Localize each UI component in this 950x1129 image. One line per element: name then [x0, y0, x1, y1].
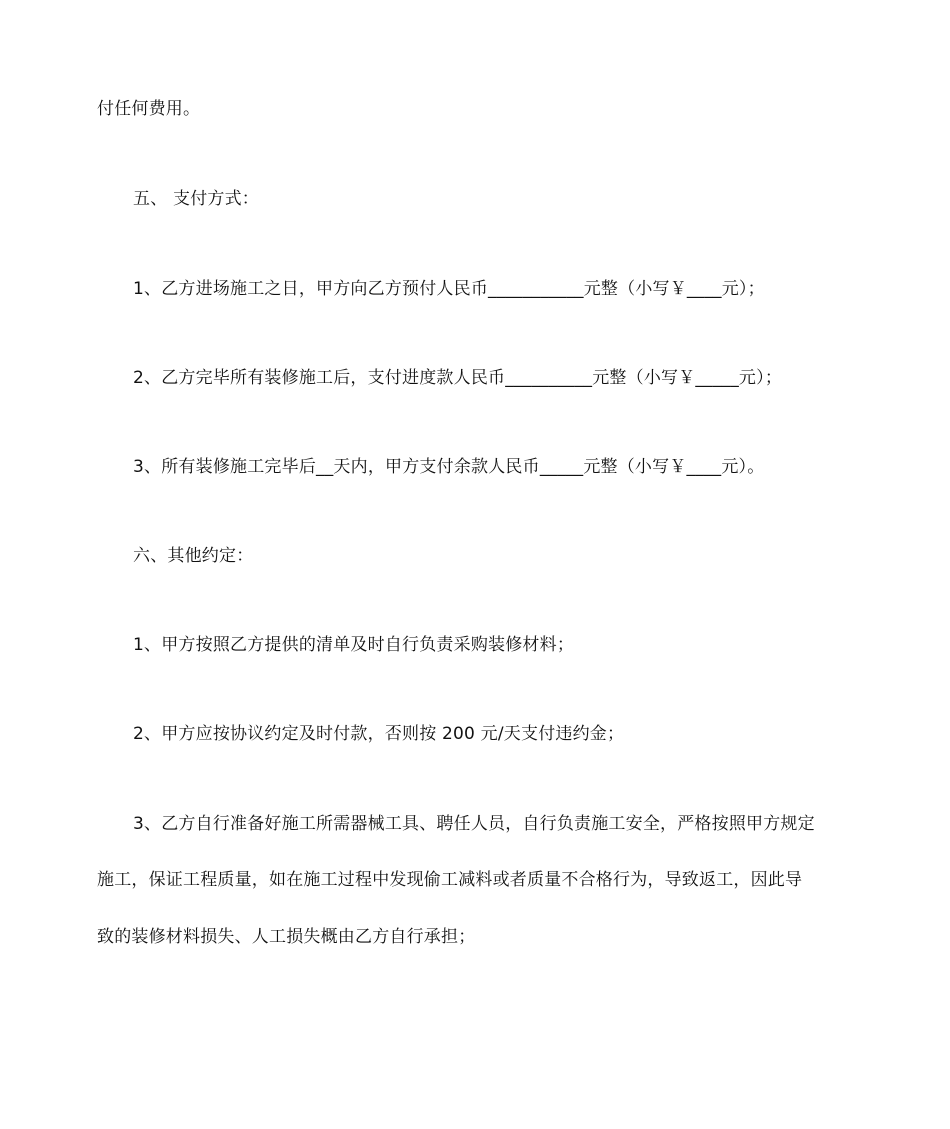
section-6-item-3-line-2: 施工，保证工程质量，如在施工过程中发现偷工减料或者质量不合格行为，导致返工，因此导	[97, 870, 803, 890]
section-6-heading: 六、其他约定：	[133, 546, 254, 566]
section-5-item-1: 1、乙方进场施工之日，甲方向乙方预付人民币___________元整（小写￥____元）；	[133, 279, 765, 299]
section-5-item-3: 3、所有装修施工完毕后__天内，甲方支付余款人民币_____元整（小写￥____元）。	[133, 457, 765, 477]
continuation-text: 付任何费用。	[97, 99, 201, 119]
section-5-item-2: 2、乙方完毕所有装修施工后，支付进度款人民币__________元整（小写￥_____元）；	[133, 368, 783, 388]
section-6-item-2: 2、甲方应按协议约定及时付款，否则按 200 元/天支付违约金；	[133, 724, 625, 744]
section-6-item-1: 1、甲方按照乙方提供的清单及时自行负责采购装修材料；	[133, 635, 575, 655]
section-5-heading: 五、 支付方式：	[133, 189, 260, 209]
section-6-item-3-line-3: 致的装修材料损失、人工损失概由乙方自行承担；	[97, 927, 476, 947]
section-6-item-3-line-1: 3、乙方自行准备好施工所需器械工具、聘任人员，自行负责施工安全，严格按照甲方规定	[133, 814, 815, 834]
